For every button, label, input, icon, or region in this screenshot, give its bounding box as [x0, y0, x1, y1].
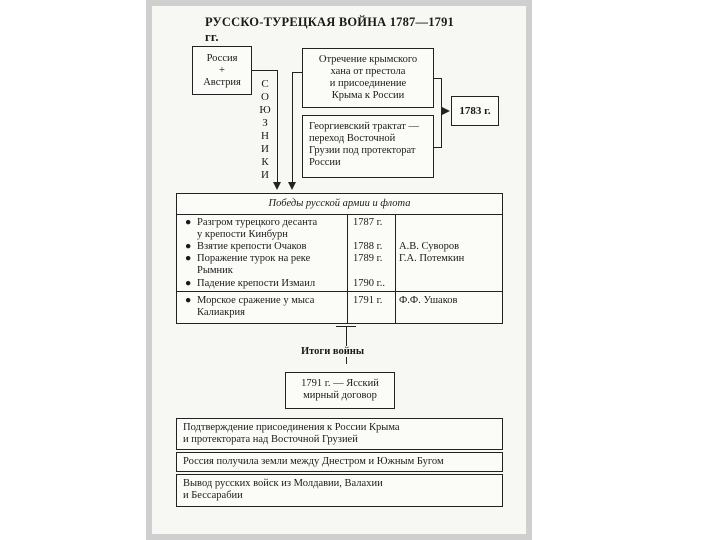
allies-connector-h [252, 70, 278, 71]
allies-letter: Ю [259, 104, 271, 116]
victory-event: Падение крепости Измаил [197, 278, 316, 289]
victories-row-divider [177, 291, 502, 292]
allies-box-line2: + [219, 65, 225, 76]
results-connector-v [346, 326, 347, 364]
outcome-box [176, 452, 503, 472]
outcome-box [176, 418, 503, 450]
diagram-title: РУССКО-ТУРЕЦКАЯ ВОЙНА 1787—1791 гг. [205, 15, 454, 44]
victory-year: 1789 г. [353, 253, 383, 264]
victories-col-divider-1 [347, 214, 348, 324]
victory-event: Поражение турок на реке [197, 253, 311, 264]
victory-event-cont: у крепости Кинбурн [197, 229, 288, 240]
allies-arrow [273, 182, 281, 190]
allies-letter: К [261, 156, 269, 168]
bracket-arrow [442, 107, 450, 115]
crimea-arrow [288, 182, 296, 190]
allies-box [192, 46, 252, 95]
crimea-box [302, 48, 434, 108]
victory-year: 1787 г. [353, 217, 383, 228]
allies-letter: О [261, 91, 269, 103]
allies-letter: И [261, 169, 269, 181]
allies-letter: Н [261, 130, 269, 142]
bullet-icon: ● [185, 253, 192, 264]
victory-year: 1791 г. [353, 295, 383, 306]
allies-letter: З [262, 117, 268, 129]
victories-col-divider-2 [395, 214, 396, 324]
results-label: Итоги войны [301, 346, 365, 357]
victory-commander: А.В. Суворов [399, 241, 460, 252]
outcome-line: и Бессарабии [183, 490, 243, 501]
crimea-box-line2: хана от престола [330, 66, 406, 77]
georgievsk-box-line2: переход Восточной [309, 133, 396, 144]
victory-event: Взятие крепости Очаков [197, 241, 307, 252]
crimea-connector-v [292, 72, 293, 182]
treaty-line1: 1791 г. — Ясский [301, 378, 379, 389]
bullet-icon: ● [185, 241, 192, 252]
allies-vertical-label [258, 78, 272, 182]
outcome-box [176, 474, 503, 507]
victory-commander: Г.А. Потемкин [399, 253, 465, 264]
georgievsk-box [302, 115, 434, 178]
allies-connector-v [277, 70, 278, 182]
allies-box-line1: Россия [206, 53, 238, 64]
victories-header: Победы русской армии и флота [177, 194, 502, 215]
victories-table [176, 193, 503, 324]
georgievsk-box-line4: России [309, 157, 341, 168]
georgievsk-box-line3: Грузии под протекторат [309, 145, 416, 156]
victory-event: Морское сражение у мыса [197, 295, 315, 306]
crimea-box-line4: Крыма к России [331, 90, 405, 101]
year-1783-box [451, 96, 499, 126]
georgievsk-box-line1: Георгиевский трактат — [309, 121, 419, 132]
allies-letter: И [261, 143, 269, 155]
outcome-line: и протектората над Восточной Грузией [183, 434, 358, 445]
outcome-line: Россия получила земли между Днестром и Южным Бугом [183, 456, 444, 467]
victory-event-cont: Калиакрия [197, 307, 245, 318]
crimea-box-line3: и присоединение [329, 78, 407, 89]
allies-letter: С [261, 78, 269, 90]
victory-event: Разгром турецкого десанта [197, 217, 318, 228]
victory-event-cont: Рымник [197, 265, 233, 276]
year-1783-label: 1783 г. [459, 105, 491, 117]
crimea-box-line1: Отречение крымского [318, 54, 418, 65]
treaty-box [285, 372, 395, 409]
bullet-icon: ● [185, 217, 192, 228]
bullet-icon: ● [185, 295, 192, 306]
victory-commander: Ф.Ф. Ушаков [399, 295, 458, 306]
outcome-line: Подтверждение присоединения к России Крыма [183, 422, 400, 433]
allies-box-line3: Австрия [203, 77, 241, 88]
outcome-line: Вывод русских войск из Молдавии, Валахии [183, 478, 383, 489]
victory-year: 1788 г. [353, 241, 383, 252]
bullet-icon: ● [185, 278, 192, 289]
treaty-line2: мирный договор [303, 390, 377, 401]
crimea-connector-h [292, 72, 302, 73]
victory-year: 1790 г.. [353, 278, 385, 289]
